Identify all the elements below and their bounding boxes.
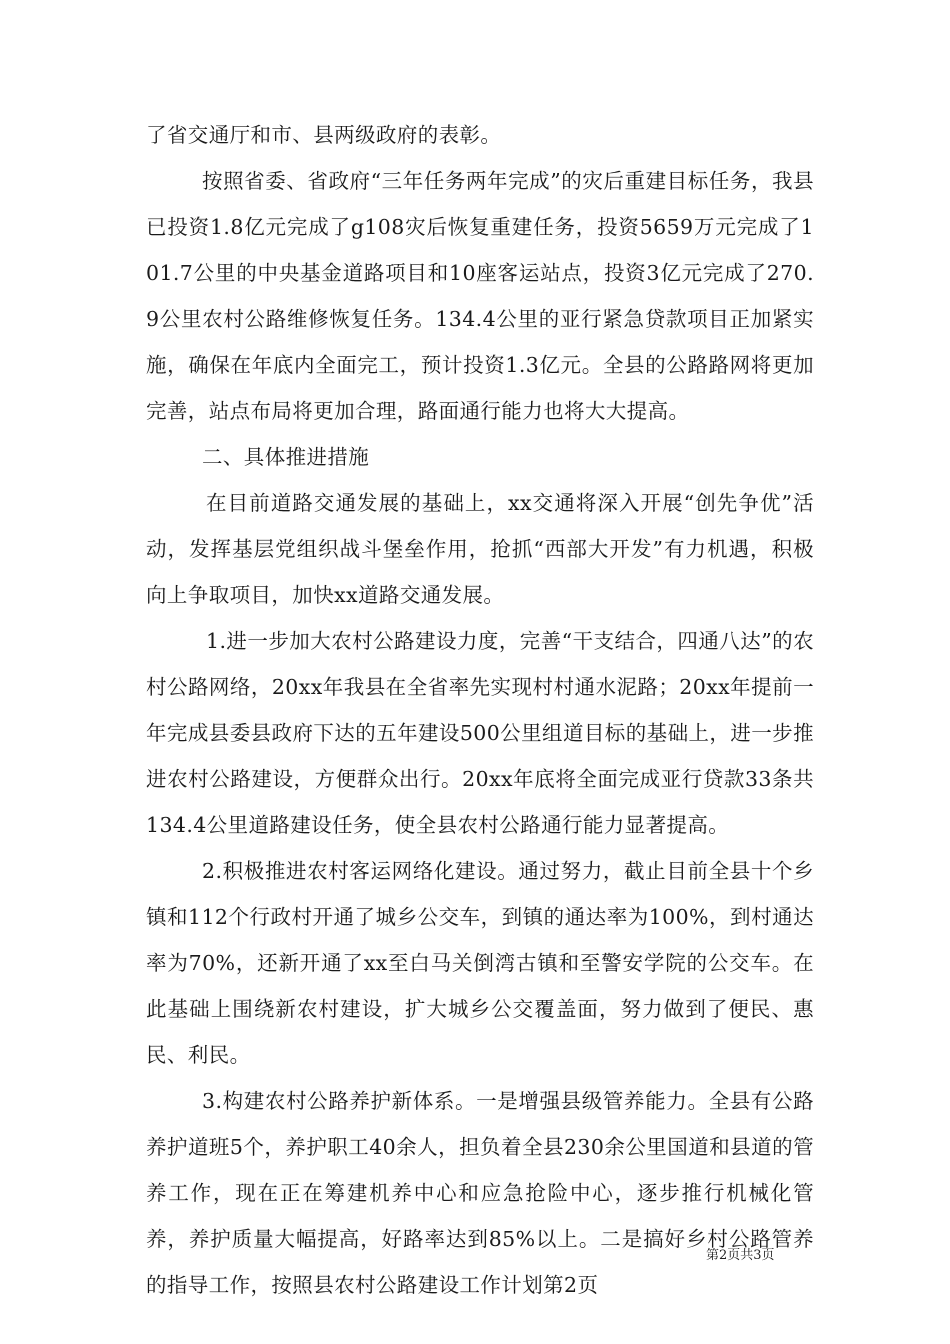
page-number-footer: 第2页共3页 — [706, 1248, 775, 1263]
section-heading-measures: 二、具体推进措施 — [202, 445, 370, 469]
document-body — [146, 112, 814, 1308]
paragraph-item-1-rural-roads: 1.进一步加大农村公路建设力度，完善“干支结合，四通八达”的农村公路网络，20xx年我县在全省率先实现村村通水泥路；20xx年提前一年完成县委县政府下达的五年建设500公里组道目标的基础上，进一步推进农村公路建设，方便群众出行。20xx年底将全面完成亚行贷款33条共134.4公里道路建设任务，使全县农村公路通行能力显著提高。 — [146, 629, 814, 837]
paragraph-item-3-road-maintenance: 3.构建农村公路养护新体系。一是增强县级管养能力。全县有公路养护道班5个，养护职工40余人，担负着全县230余公里国道和县道的管养工作，现在正在筹建机养中心和应急抢险中心，逐步推行机械化管养，养护质量大幅提高，好路率达到85%以上。二是搞好乡村公路管养的指导工作，按照县农村公路建设工作计划第2页 — [146, 1089, 814, 1297]
paragraph-continuation: 了省交通厅和市、县两级政府的表彰。 — [146, 123, 502, 147]
paragraph-reconstruction-investment: 按照省委、省政府“三年任务两年完成”的灾后重建目标任务，我县已投资1.8亿元完成了g108灾后恢复重建任务，投资5659万元完成了101.7公里的中央基金道路项目和10座客运站点，投资3亿元完成了270.9公里农村公路维修恢复任务。134.4公里的亚行紧急贷款项目正加紧实施，确保在年底内全面完工，预计投资1.3亿元。全县的公路路网将更加完善，站点布局将更加合理，路面通行能力也将大大提高。 — [146, 169, 814, 423]
paragraph-measures-intro: 在目前道路交通发展的基础上，xx交通将深入开展“创先争优”活动，发挥基层党组织战斗堡垒作用，抢抓“西部大开发”有力机遇，积极向上争取项目，加快xx道路交通发展。 — [146, 491, 814, 607]
paragraph-item-2-rural-transit: 2.积极推进农村客运网络化建设。通过努力，截止目前全县十个乡镇和112个行政村开通了城乡公交车，到镇的通达率为100%，到村通达率为70%，还新开通了xx至白马关倒湾古镇和至警安学院的公交车。在此基础上围绕新农村建设，扩大城乡公交覆盖面，努力做到了便民、惠民、利民。 — [146, 859, 814, 1067]
